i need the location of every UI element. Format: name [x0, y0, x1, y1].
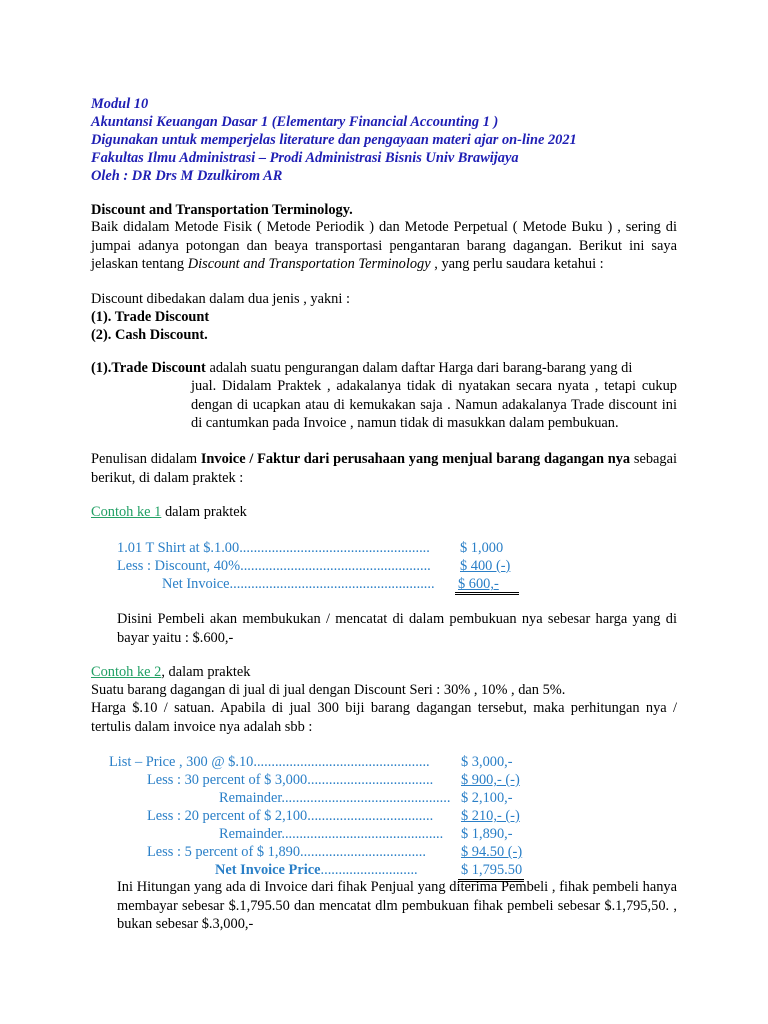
- example-1-row-1-amount: $ 1,000: [460, 540, 504, 556]
- discount-types-lead: Discount dibedakan dalam dua jenis , yakni :: [91, 291, 350, 307]
- example-1-heading: [91, 503, 247, 521]
- example-2-row-1-desc: List – Price , 300 @ $.10.................................................: [109, 754, 430, 770]
- discount-type-1: (1). Trade Discount: [91, 309, 210, 325]
- example-2-row-4-amount: $ 210,- (-): [461, 808, 520, 824]
- faculty-line: Fakultas Ilmu Administrasi – Prodi Administrasi Bisnis Univ Brawijaya: [91, 150, 519, 166]
- net-invoice-price-label: Net Invoice Price: [215, 862, 321, 878]
- purpose-line: Digunakan untuk memperjelas literature dan pengayaan materi ajar on-line 2021: [91, 132, 577, 148]
- penulisan-bold-text: Invoice / Faktur dari perusahaan yang menjual barang dagangan nya: [200, 451, 631, 467]
- net-invoice-price-leader: ...........................: [320, 862, 418, 878]
- example-2-row-5-desc: Remainder.............................................: [219, 826, 444, 842]
- trade-discount-first-text: adalah suatu pengurangan dalam daftar Harga dari barang-barang yang di: [205, 360, 633, 376]
- example-2-row-3-desc: Remainder...............................................: [219, 790, 451, 806]
- example-2-row-1-amount: $ 3,000,-: [461, 754, 513, 770]
- example-1-row-3-amount: $ 600,-: [458, 576, 499, 592]
- example-2-row-2-desc: Less : 30 percent of $ 3,000...................................: [147, 772, 434, 788]
- example-2-heading: [91, 663, 250, 681]
- example-2-row-3-amount: $ 2,100,-: [461, 790, 513, 806]
- example-2-row-2-amount: $ 900,- (-): [461, 772, 520, 788]
- example-1-label: Contoh ke 1: [91, 504, 162, 520]
- penulisan-text-2: sebagai berikut, di dalam praktek :: [91, 451, 677, 486]
- discount-type-2: (2). Cash Discount.: [91, 327, 208, 343]
- example-2-line-2: Harga $.10 / satuan. Apabila di jual 300 biji barang dagangan tersebut, maka perhitungan nya / tertulis dalam invoice nya adalah sbb :: [91, 700, 677, 735]
- example-2-row-6-amount: $ 94.50 (-): [461, 844, 523, 860]
- example-2-row-6-desc: Less : 5 percent of $ 1,890...................................: [147, 844, 426, 860]
- author-line: Oleh : DR Drs M Dzulkirom AR: [91, 168, 283, 184]
- example-2-row-5-amount: $ 1,890,-: [461, 826, 513, 842]
- example-1-total-double-rule-2: [455, 594, 519, 595]
- intro-italic-term: Discount and Transportation Terminology: [187, 256, 431, 272]
- example-2-note: Ini Hitungan yang ada di Invoice dari fihak Penjual yang diterima Pembeli , fihak pembeli hanya membayar sebesar $.1,795.50 dan mencatat dlm pembukuan fihak pembeli sebesar $.1,795,50. , bukan sebesar $.3,000,-: [117, 879, 677, 932]
- penulisan-text-1: Penulisan didalam: [91, 451, 201, 467]
- example-2-label: Contoh ke 2: [91, 664, 162, 680]
- intro-paragraph: [91, 218, 677, 274]
- course-title: Akuntansi Keuangan Dasar 1 (Elementary Financial Accounting 1 ): [91, 114, 499, 130]
- module-number: Modul 10: [91, 96, 149, 112]
- example-2-suffix: , dalam praktek: [161, 664, 251, 680]
- example-2-row-7-desc: [215, 861, 418, 879]
- trade-discount-definition: jual. Didalam Praktek , adakalanya tidak di nyatakan secara nyata , tetapi cukup dengan di ucapkan atau di kemukakan saja . Namun adakalanya Trade discount ini di cantumkan pada Invoice , namun tidak di masukkan dalam pembukuan.: [191, 378, 677, 431]
- example-1-row-2-amount: $ 400 (-): [460, 558, 511, 574]
- section-title: Discount and Transportation Terminology.: [91, 202, 353, 218]
- trade-discount-first-line: [91, 359, 632, 377]
- example-2-row-7-amount: $ 1,795.50: [461, 862, 523, 878]
- example-1-total-double-rule: [455, 592, 519, 593]
- example-1-note: Disini Pembeli akan membukukan / mencatat di dalam pembukuan nya sebesar harga yang di bayar yaitu : $.600,-: [117, 611, 677, 646]
- example-1-row-3-desc: Net Invoice.........................................................: [162, 576, 435, 592]
- example-1-row-1-desc: 1.01 T Shirt at $.1.00.....................................................: [117, 540, 430, 556]
- intro-text-2: , yang perlu saudara ketahui :: [430, 256, 604, 272]
- example-2-line-1: Suatu barang dagangan di jual di jual dengan Discount Seri : 30% , 10% , dan 5%.: [91, 682, 566, 698]
- example-1-row-2-desc: Less : Discount, 40%.....................................................: [117, 558, 431, 574]
- example-1-suffix: dalam praktek: [161, 504, 247, 520]
- trade-discount-label: (1).Trade Discount: [91, 360, 206, 376]
- intro-text-1: Baik didalam Metode Fisik ( Metode Periodik ) dan Metode Perpetual ( Metode Buku ) , sering di jumpai adanya potongan dan beaya transportasi pengantaran barang dagangan. Berikut ini saya jelaskan tentang: [91, 219, 677, 272]
- example-2-row-4-desc: Less : 20 percent of $ 2,100...................................: [147, 808, 434, 824]
- penulisan-paragraph: [91, 450, 677, 487]
